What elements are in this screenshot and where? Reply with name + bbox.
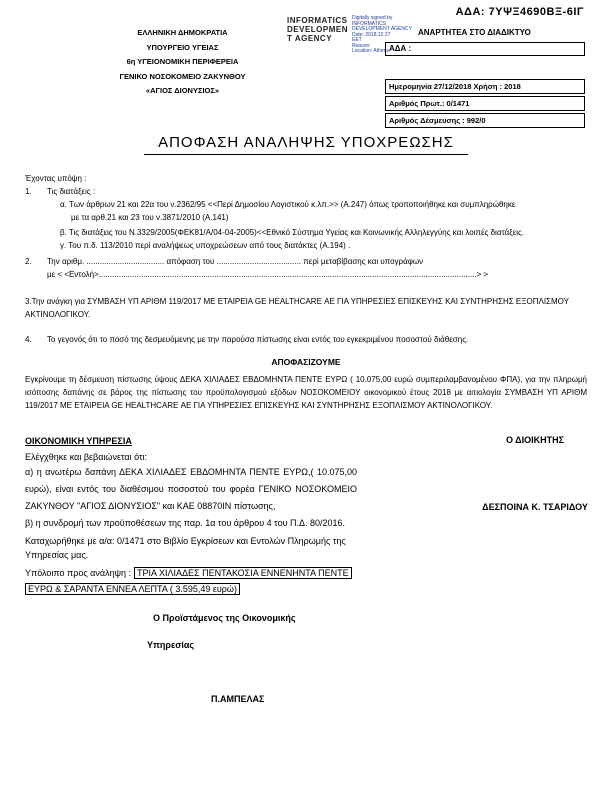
sub-item-a-line1: α. Των άρθρων 21 και 22α του ν.2362/95 <<Περί Δημοσίου Λογιστικού κ.λπ.>> (Α.247) όπως τροποποιήθηκε και συμπληρώθηκε [60, 200, 516, 209]
commitment-number-box: Αριθμός Δέσμευσης : 992/0 [385, 113, 585, 128]
list-item-4 [25, 333, 587, 346]
balance-line [25, 565, 357, 597]
date-box: Ημερομηνία 27/12/2018 Χρήση : 2018 [385, 79, 585, 94]
item-4-number: 4. [25, 335, 32, 344]
ada-code: ΑΔΑ: 7ΥΨΞ4690ΒΞ-6ΙΓ [455, 6, 584, 18]
commander-signature-name: ΔΕΣΠΟΙΝΑ Κ. ΤΣΑΡΙΔΟΥ [482, 502, 588, 512]
item-1-text: Τις διατάξεις : [47, 187, 96, 196]
org-line-region: 6η ΥΓΕΙΟΝΟΜΙΚΗ ΠΕΡΙΦΕΡΕΙΑ [126, 57, 239, 66]
preamble-intro: Έχοντας υπόψη : [25, 174, 87, 183]
financial-service-column [25, 434, 357, 706]
list-item-2 [25, 255, 587, 268]
financial-service-heading: ΟΙΚΟΝΟΜΙΚΗ ΥΠΗΡΕΣΙΑ [25, 436, 132, 446]
stamp-sig-line: Location: Athens [352, 48, 389, 54]
item-2-text: Την αριθμ. ................................... απόφαση του ...................................... περί μεταβίβασης και υπογράφων [47, 257, 424, 266]
stamp-agency-line: T AGENCY [287, 34, 333, 43]
balance-amount: ΤΡΙΑ ΧΙΛΙΑΔΕΣ ΠΕΝΤΑΚΟΣΙΑ ΕΝΝΕΝΗΝΤΑ ΠΕΝΤΕ ΕΥΡΩ & ΣΑΡΑΝΤΑ ΕΝΝΕΑ ΛΕΠΤΑ ( 3.595,49 ευρώ) [25, 567, 352, 595]
stamp-sig-line: DEVELOPMENT AGENCY [352, 26, 412, 32]
org-line-hospital-name: «ΑΓΙΟΣ ΔΙΟΝΥΣΙΟΣ» [145, 86, 220, 95]
balance-label: Υπόλοιπο προς ανάληψη : [25, 568, 132, 578]
decision-paragraph: Εγκρίνουμε τη δέσμευση πίστωσης ύψους ΔΕΚΑ ΧΙΛΙΑΔΕΣ ΕΒΔΟΜΗΝΤΑ ΠΕΝΤΕ ΕΥΡΩ ( 10.075,00 ευρώ συμπεριλαμβανομένου ΦΠΑ), για την πληρωμή ισόποσης δαπάνης σε βάρος της πίστωσης του προϋπολογισμού εξόδων ΝΟΣΟΚΟΜΕΙΟΥ οικονομικού έτους 2018 με αιτιολογία ΣΥΜΒΑΣΗ ΥΠ ΑΡΙΘΜ 119/2017 ΜΕ ΕΤΑΙΡΕΙΑ GE HEALTHCARE ΑΕ ΓΙΑ ΥΠΗΡΕΣΙΕΣ ΕΠΙΣΚΕΥΗΣ ΚΑΙ ΣΥΝΤΗΡΗΣΗΣ ΕΞΟΠΛΙΣΜΟΥ ΑΚΤΙΝΟΛΟΓΙΚΟΥ. [25, 375, 587, 410]
ada-box-label: ΑΔΑ : [389, 44, 412, 53]
verification-point-b: β) η συνδρομή των προϋποθέσεων της παρ. 1α του άρθρου 4 του Π.Δ. 80/2016. [25, 518, 346, 528]
stamp-agency-name [287, 16, 348, 43]
stamp-sig-line: INFORMATICS [352, 20, 387, 27]
document-body [25, 172, 587, 706]
list-item-3: 3.Την ανάγκη για ΣΥΜΒΑΣΗ ΥΠ ΑΡΙΘΜ 119/2017 ΜΕ ΕΤΑΙΡΕΙΑ GE HEALTHCARE ΑΕ ΓΙΑ ΥΠΗΡΕΣΙΕΣ ΕΠΙΣΚΕΥΗΣ ΚΑΙ ΣΥΝΤΗΡΗΣΗΣ ΕΞΟΠΛΙΣΜΟΥ ΑΚΤΙΝΟΛΟΓΙΚΟΥ. [25, 297, 569, 319]
finance-head-title-line1: Ο Προϊστάμενος της Οικονομικής [153, 613, 296, 623]
stamp-sig-line: Reason: [352, 42, 371, 49]
stamp-agency-line: INFORMATICS [287, 16, 348, 25]
registration-note: Καταχωρήθηκε με α/α: 0/1471 στο Βιβλίο Εγκρίσεων και Εντολών Πληρωμής της Υπηρεσίας μας. [25, 536, 346, 560]
signatures-section [25, 434, 587, 706]
item-2-number: 2. [25, 257, 32, 266]
stamp-sig-line: Date: 2018.12.27 [352, 31, 391, 38]
sub-item-c: γ. Του π.δ. 113/2010 περί αναλήψεως υποχρεώσεων από τους διατάκτες (Α.194) . [60, 241, 351, 250]
list-item-1 [25, 185, 587, 198]
document-title: ΑΠΟΦΑΣΗ ΑΝΑΛΗΨΗΣ ΥΠΟΧΡΕΩΣΗΣ [144, 134, 468, 155]
verification-point-a: α) η ανωτέρω δαπάνη ΔΕΚΑ ΧΙΛΙΑΔΕΣ ΕΒΔΟΜΗΝΤΑ ΠΕΝΤΕ ΕΥΡΩ,( 10.075,00 ευρώ), είναι εντός του διαθέσιμου ποσοστού του φορέα ΓΕΝΙΚΟ ΝΟΣΟΚΟΜΕΙΟ ΖΑΚΥΝΘΟΥ "ΑΓΙΟΣ ΔΙΟΝΥΣΙΟΣ" και ΚΑΕ 08870ΙΝ πίστωσης, [25, 467, 357, 511]
org-line-ministry: ΥΠΟΥΡΓΕΙΟ ΥΓΕΙΑΣ [146, 42, 219, 52]
issuing-authority-block [100, 26, 265, 99]
org-line-hospital: ΓΕΝΙΚΟ ΝΟΣΟΚΟΜΕΙΟ ΖΑΚΥΝΘΟΥ [119, 71, 246, 81]
finance-head-title-line2: Υπηρεσίας [147, 640, 195, 650]
sub-item-a-line2: με τα αρθ.21 και 23 του ν.3871/2010 (Α.141) [71, 213, 229, 222]
stamp-agency-line: DEVELOPMEN [287, 25, 349, 34]
stamp-sig-line: EET [352, 37, 362, 43]
commander-column [455, 434, 612, 514]
finance-head-signature-name: Π.ΑΜΠΕΛΑΣ [211, 694, 265, 704]
list-item-2-continuation: με < <Εντολή>..........................................................................................................................................................................> > [47, 270, 489, 279]
item-1-number: 1. [25, 187, 32, 196]
stamp-sig-line: Digitally signed by [352, 15, 393, 21]
item-4-text: Το γεγονός ότι το ποσό της δεσμευόμενης με την παρούσα πίστωσης είναι εντός του εγκεκριμένου ποσοστού διάθεσης. [47, 335, 469, 344]
meta-boxes [385, 79, 585, 130]
publish-on-internet-note: ΑΝΑΡΤΗΤΕΑ ΣΤΟ ΔΙΑΔΙΚΤΥΟ [418, 28, 531, 37]
ada-box [385, 42, 585, 56]
decision-heading: ΑΠΟΦΑΣΙΖΟΥΜΕ [271, 357, 341, 367]
org-line-republic: ΕΛΛΗΝΙΚΗ ΔΗΜΟΚΡΑΤΙΑ [137, 28, 228, 37]
protocol-number-box: Αριθμός Πρωτ.: 0/1471 [385, 96, 585, 111]
commander-title: Ο ΔΙΟΙΚΗΤΗΣ [505, 435, 565, 445]
verification-intro: Ελέγχθηκε και βεβαιώνεται ότι: [25, 452, 148, 462]
document-title-wrap [0, 134, 612, 155]
sub-item-b: β. Τις διατάξεις του Ν.3329/2005(ΦΕΚ81/Α/04-04-2005)<<Εθνικό Σύστημα Υγείας και Κοινωνικής Αλληλεγγύης και λοιπές διατάξεις. [60, 228, 525, 237]
